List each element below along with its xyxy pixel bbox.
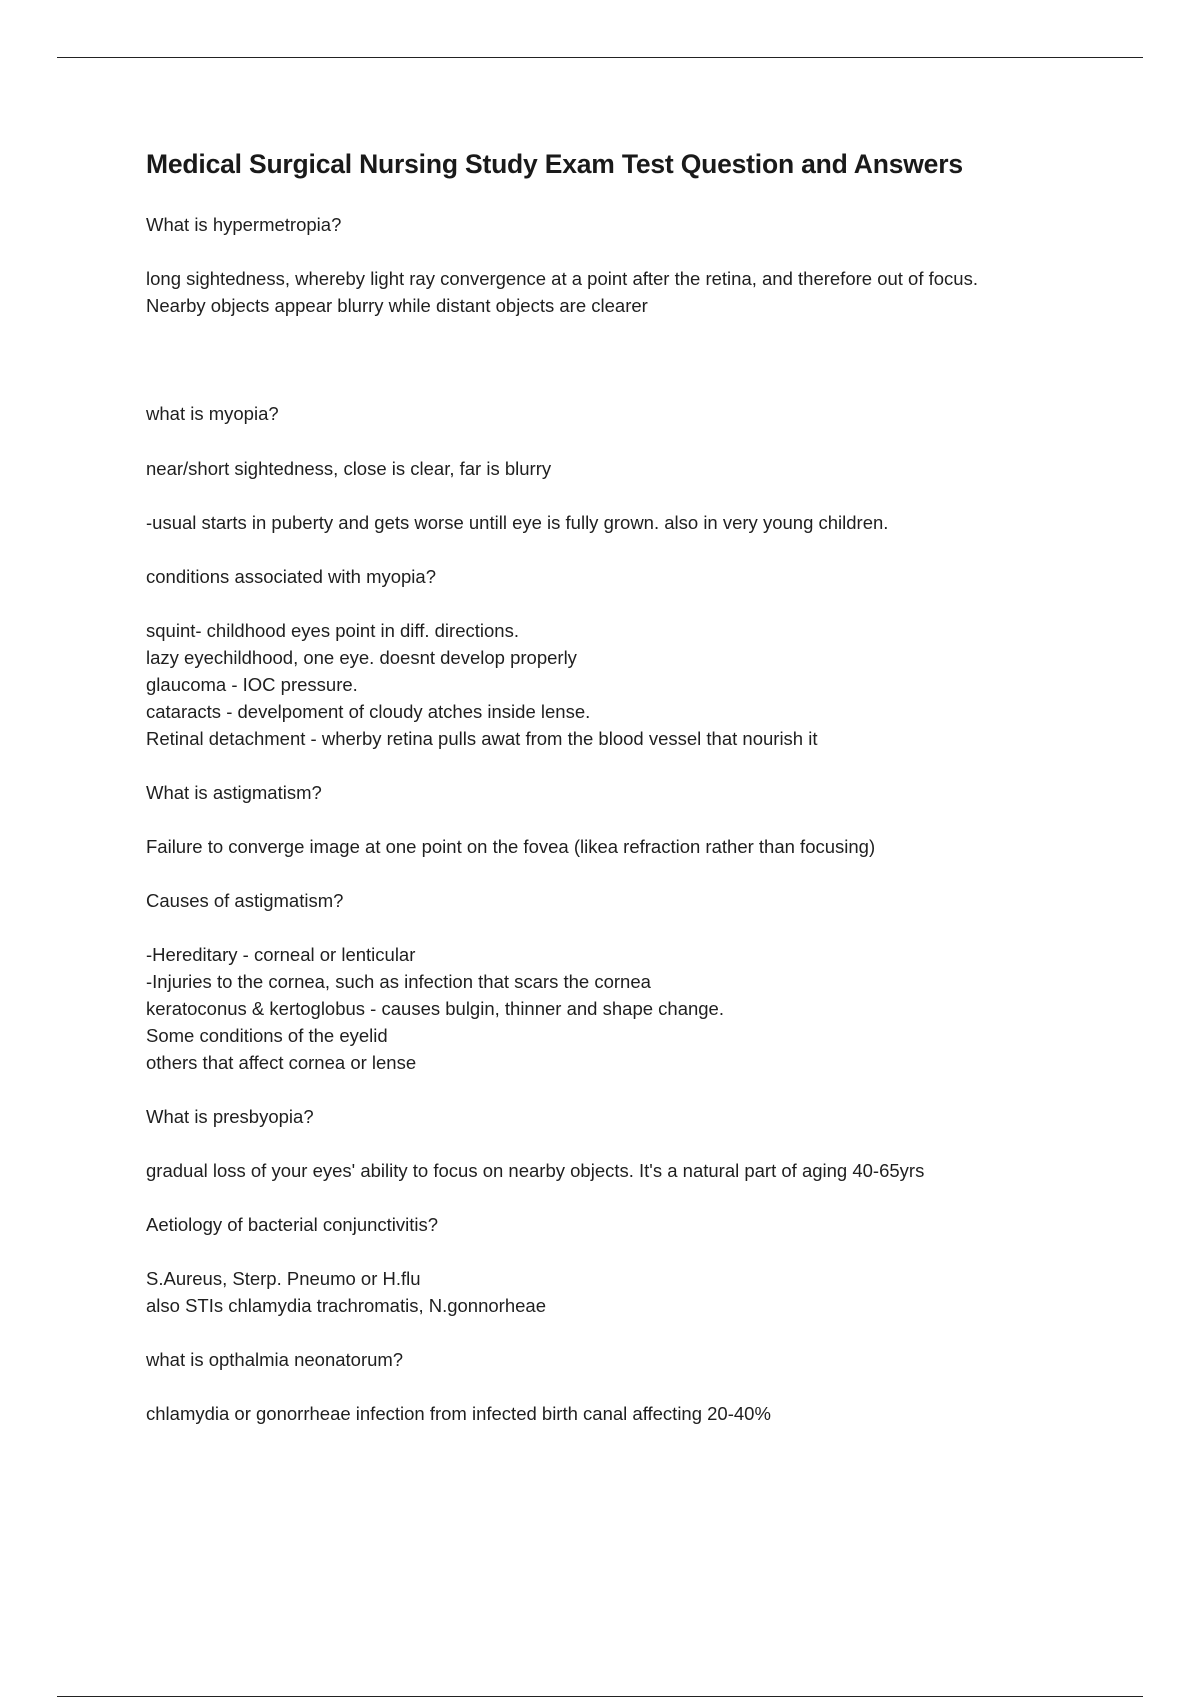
question-astigmatism: What is astigmatism? — [146, 782, 322, 803]
answer-opthalmia-neonatorum: chlamydia or gonorrheae infection from infected birth canal affecting 20-40% — [146, 1403, 771, 1424]
answer-astigmatism: Failure to converge image at one point on the fovea (likea refraction rather than focusing) — [146, 836, 876, 857]
answer-myopia: near/short sightedness, close is clear, far is blurry — [146, 458, 552, 479]
answer-cause-injuries: -Injuries to the cornea, such as infection that scars the cornea — [146, 971, 651, 992]
question-bacterial-conjunctivitis: Aetiology of bacterial conjunctivitis? — [146, 1214, 439, 1235]
question-astigmatism-causes: Causes of astigmatism? — [146, 890, 344, 911]
answer-condition-cataracts: cataracts - develpoment of cloudy atches inside lense. — [146, 701, 591, 722]
question-opthalmia-neonatorum: what is opthalmia neonatorum? — [146, 1349, 404, 1370]
answer-cause-keratoconus: keratoconus & kertoglobus - causes bulgin, thinner and shape change. — [146, 998, 724, 1019]
question-myopia: what is myopia? — [146, 403, 279, 424]
answer-cause-hereditary: -Hereditary - corneal or lenticular — [146, 944, 416, 965]
answer-hypermetropia-line-1: long sightedness, whereby light ray convergence at a point after the retina, and therefore out of focus. — [146, 268, 978, 289]
answer-condition-squint: squint- childhood eyes point in diff. directions. — [146, 620, 519, 641]
answer-conjunctivitis-stis: also STIs chlamydia trachromatis, N.gonnorheae — [146, 1295, 546, 1316]
answer-condition-retinal-detachment: Retinal detachment - wherby retina pulls awat from the blood vessel that nourish it — [146, 728, 818, 749]
question-presbyopia: What is presbyopia? — [146, 1106, 314, 1127]
answer-condition-glaucoma: glaucoma - IOC pressure. — [146, 674, 358, 695]
answer-cause-eyelid: Some conditions of the eyelid — [146, 1025, 388, 1046]
document-title: Medical Surgical Nursing Study Exam Test Question and Answers — [146, 149, 963, 179]
top-divider — [57, 57, 1143, 58]
answer-cause-others: others that affect cornea or lense — [146, 1052, 417, 1073]
question-myopia-conditions: conditions associated with myopia? — [146, 566, 436, 587]
answer-conjunctivitis-bacteria: S.Aureus, Sterp. Pneumo or H.flu — [146, 1268, 421, 1289]
answer-hypermetropia-line-2: Nearby objects appear blurry while distant objects are clearer — [146, 295, 648, 316]
question-hypermetropia: What is hypermetropia? — [146, 214, 342, 235]
answer-myopia-onset: -usual starts in puberty and gets worse untill eye is fully grown. also in very young children. — [146, 512, 889, 533]
answer-condition-lazy-eye: lazy eyechildhood, one eye. doesnt develop properly — [146, 647, 577, 668]
answer-presbyopia: gradual loss of your eyes' ability to focus on nearby objects. It's a natural part of aging 40-65yrs — [146, 1160, 925, 1181]
bottom-divider — [57, 1696, 1143, 1697]
